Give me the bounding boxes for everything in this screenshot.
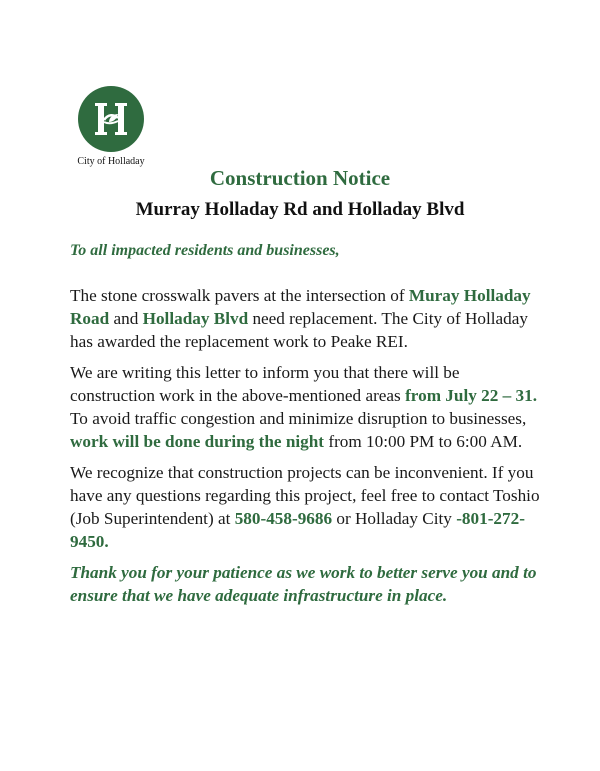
paragraph-text: need replacement. The City of Holladay has awarded the replacement work to Peake REI.: [70, 309, 528, 351]
phone-city: -801-272-9450.: [70, 509, 525, 551]
closing-statement: Thank you for your patience as we work to better serve you and to ensure that we have adequate infrastructure in place.: [70, 563, 537, 605]
city-logo: [68, 86, 154, 167]
paragraph-text: and: [109, 309, 143, 328]
highlight-road: Muray Holladay Road: [70, 286, 531, 328]
phone-superintendent: 580-458-9686: [234, 509, 333, 528]
paragraph-pavers: [70, 284, 540, 353]
highlight-night-work: work will be done during the night: [70, 432, 325, 451]
paragraph-text: or Holladay City: [332, 509, 457, 528]
highlight-dates: from July 22 – 31.: [405, 386, 537, 405]
paragraph-text: To avoid traffic congestion and minimize disruption to businesses,: [70, 409, 527, 428]
page-subtitle: Murray Holladay Rd and Holladay Blvd: [135, 199, 465, 220]
paragraph-text: The stone crosswalk pavers at the intersection of: [70, 286, 409, 305]
paragraph-contact: [70, 461, 540, 553]
highlight-blvd: Holladay Blvd: [142, 309, 249, 328]
paragraph-schedule: [70, 361, 540, 453]
paragraph-text: We recognize that construction projects can be inconvenient. If you have any questions regarding this project, feel free to contact Toshio (Job Superintendent) at: [70, 463, 540, 528]
letter-body: [70, 284, 540, 615]
paragraph-text: from 10:00 PM to 6:00 AM.: [324, 432, 523, 451]
page-title: Construction Notice: [209, 166, 391, 190]
salutation: To all impacted residents and businesses,: [70, 242, 340, 259]
logo-caption: City of Holladay: [77, 156, 145, 167]
city-seal-icon: [78, 86, 144, 152]
paragraph-text: We are writing this letter to inform you that there will be construction work in the above-mentioned areas: [70, 363, 460, 405]
